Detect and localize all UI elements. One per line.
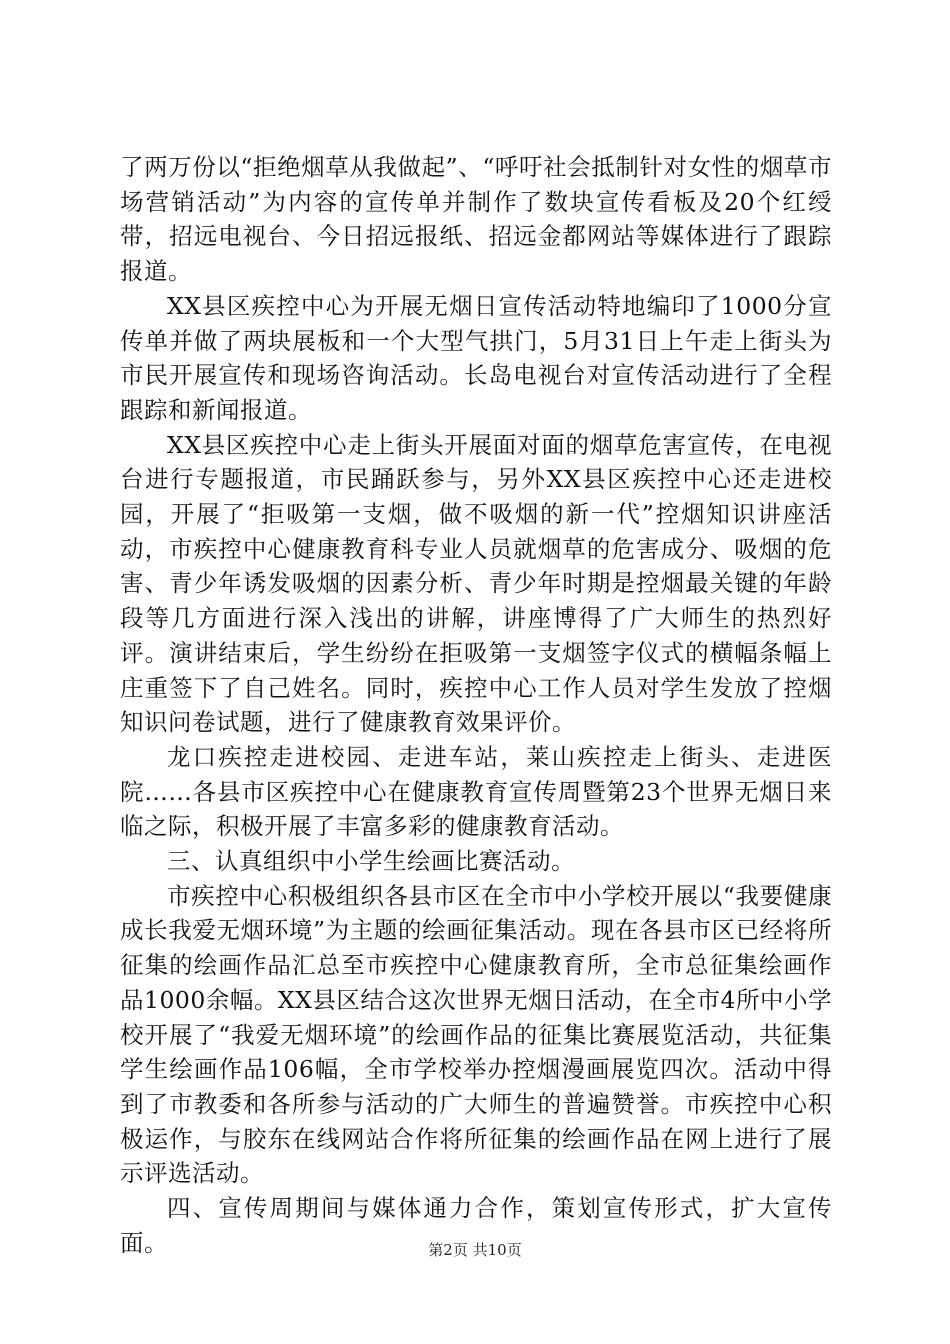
paragraph: XX县区疾控中心走上街头开展面对面的烟草危害宣传，在电视台进行专题报道，市民踊跃参与，另外XX县区疾控中心还走进校园，开展了“拒吸第一支烟，做不吸烟的新一代”控烟知识讲座活动，市疾控中心健康教育科专业人员就烟草的危害成分、吸烟的危害、青少年诱发吸烟的因素分析、青少年时期是控烟最关键的年龄段等几方面进行深入浅出的讲解，讲座博得了广大师生的热烈好评。演讲结束后，学生纷纷在拒吸第一支烟签字仪式的横幅条幅上庄重签下了自己姓名。同时，疾控中心工作人员对学生发放了控烟知识问卷试题，进行了健康教育效果评价。 bbox=[120, 430, 832, 737]
paragraph: XX县区疾控中心为开展无烟日宣传活动特地编印了1000分宣传单并做了两块展板和一个大型气拱门，5月31日上午走上街头为市民开展宣传和现场咨询活动。长岛电视台对宣传活动进行了全程跟踪和新闻报道。 bbox=[120, 291, 832, 424]
section-heading: 三、认真组织中小学生绘画比赛活动。 bbox=[167, 847, 575, 876]
document-body bbox=[120, 150, 832, 1261]
page-footer bbox=[0, 1240, 950, 1260]
section-heading: 四、宣传周期间与媒体通力合作，策划宣传形式，扩大宣传面。 bbox=[120, 1194, 832, 1257]
paragraph-continued: 了两万份以“拒绝烟草从我做起”、“呼吁社会抵制针对女性的烟草市场营销活动”为内容的宣传单并制作了数块宣传看板及20个红绶带，招远电视台、今日招远报纸、招远金都网站等媒体进行了跟踪报道。 bbox=[120, 153, 832, 286]
paragraph: 市疾控中心积极组织各县市区在全市中小学校开展以“我要健康成长我爱无烟环境”为主题的绘画征集活动。现在各县市区已经将所征集的绘画作品汇总至市疾控中心健康教育所，全市总征集绘画作品1000余幅。XX县区结合这次世界无烟日活动，在全市4所中小学校开展了“我爱无烟环境”的绘画作品的征集比赛展览活动，共征集学生绘画作品106幅，全市学校举办控烟漫画展览四次。活动中得到了市教委和各所参与活动的广大师生的普遍赞誉。市疾控中心积极运作，与胶东在线网站合作将所征集的绘画作品在网上进行了展示评选活动。 bbox=[120, 881, 832, 1188]
paragraph: 龙口疾控走进校园、走进车站，莱山疾控走上街头、走进医院……各县市区疾控中心在健康教育宣传周暨第23个世界无烟日来临之际，积极开展了丰富多彩的健康教育活动。 bbox=[120, 742, 832, 841]
page-number: 第2页 共10页 bbox=[428, 1241, 522, 1259]
